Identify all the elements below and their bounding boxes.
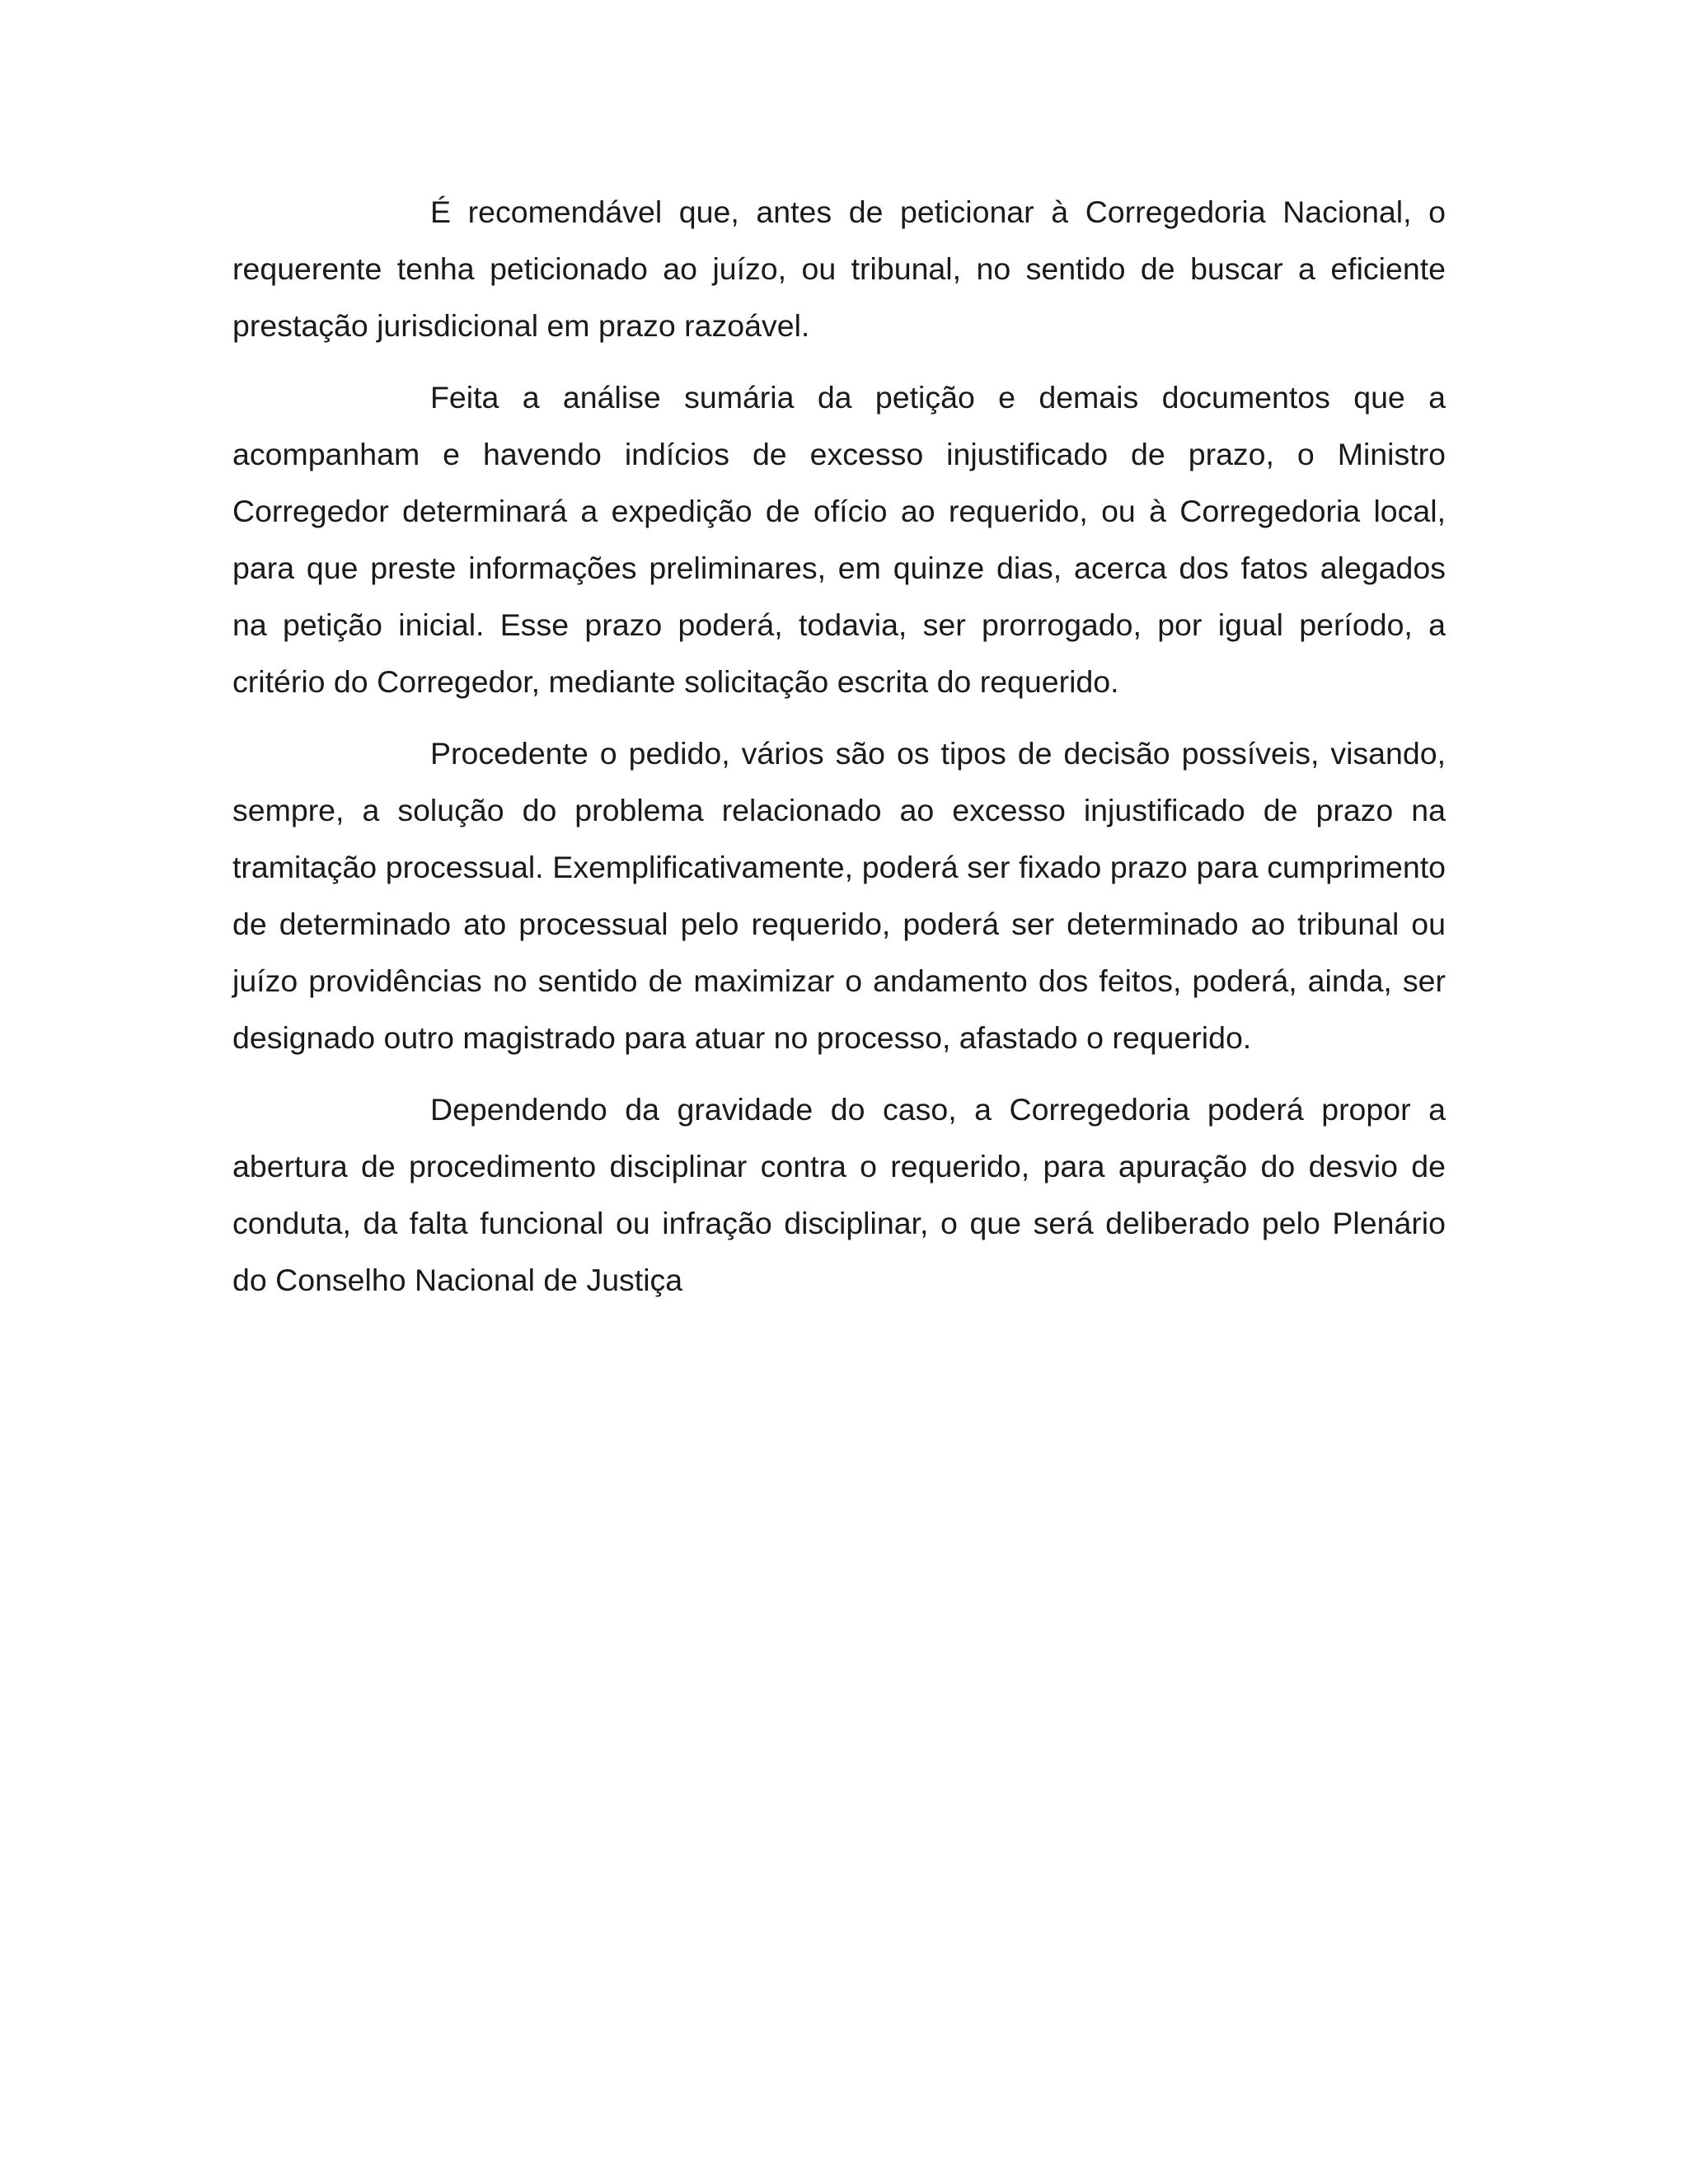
- paragraph-4: Dependendo da gravidade do caso, a Corregedoria poderá propor a abertura de procedimento disciplinar contra o requerido, para apuração do desvio de conduta, da falta funcional ou infração disciplinar, o que será deliberado pelo Plenário do Conselho Nacional de Justiça: [232, 1092, 1446, 1297]
- paragraph-1: É recomendável que, antes de peticionar à Corregedoria Nacional, o requerente tenha peticionado ao juízo, ou tribunal, no sentido de buscar a eficiente prestação jurisdicional em prazo razoável.: [232, 194, 1446, 343]
- document-body: [232, 184, 1446, 1324]
- paragraph-3: Procedente o pedido, vários são os tipos de decisão possíveis, visando, sempre, a solução do problema relacionado ao excesso injustificado de prazo na tramitação processual. Exemplificativamente, poderá ser fixado prazo para cumprimento de determinado ato processual pelo requerido, poderá ser determinado ao tribunal ou juízo providências no sentido de maximizar o andamento dos feitos, poderá, ainda, ser designado outro magistrado para atuar no processo, afastado o requerido.: [232, 736, 1446, 1055]
- paragraph-2: Feita a análise sumária da petição e demais documentos que a acompanham e havendo indícios de excesso injustificado de prazo, o Ministro Corregedor determinará a expedição de ofício ao requerido, ou à Corregedoria local, para que preste informações preliminares, em quinze dias, acerca dos fatos alegados na petição inicial. Esse prazo poderá, todavia, ser prorrogado, por igual período, a critério do Corregedor, mediante solicitação escrita do requerido.: [232, 380, 1446, 699]
